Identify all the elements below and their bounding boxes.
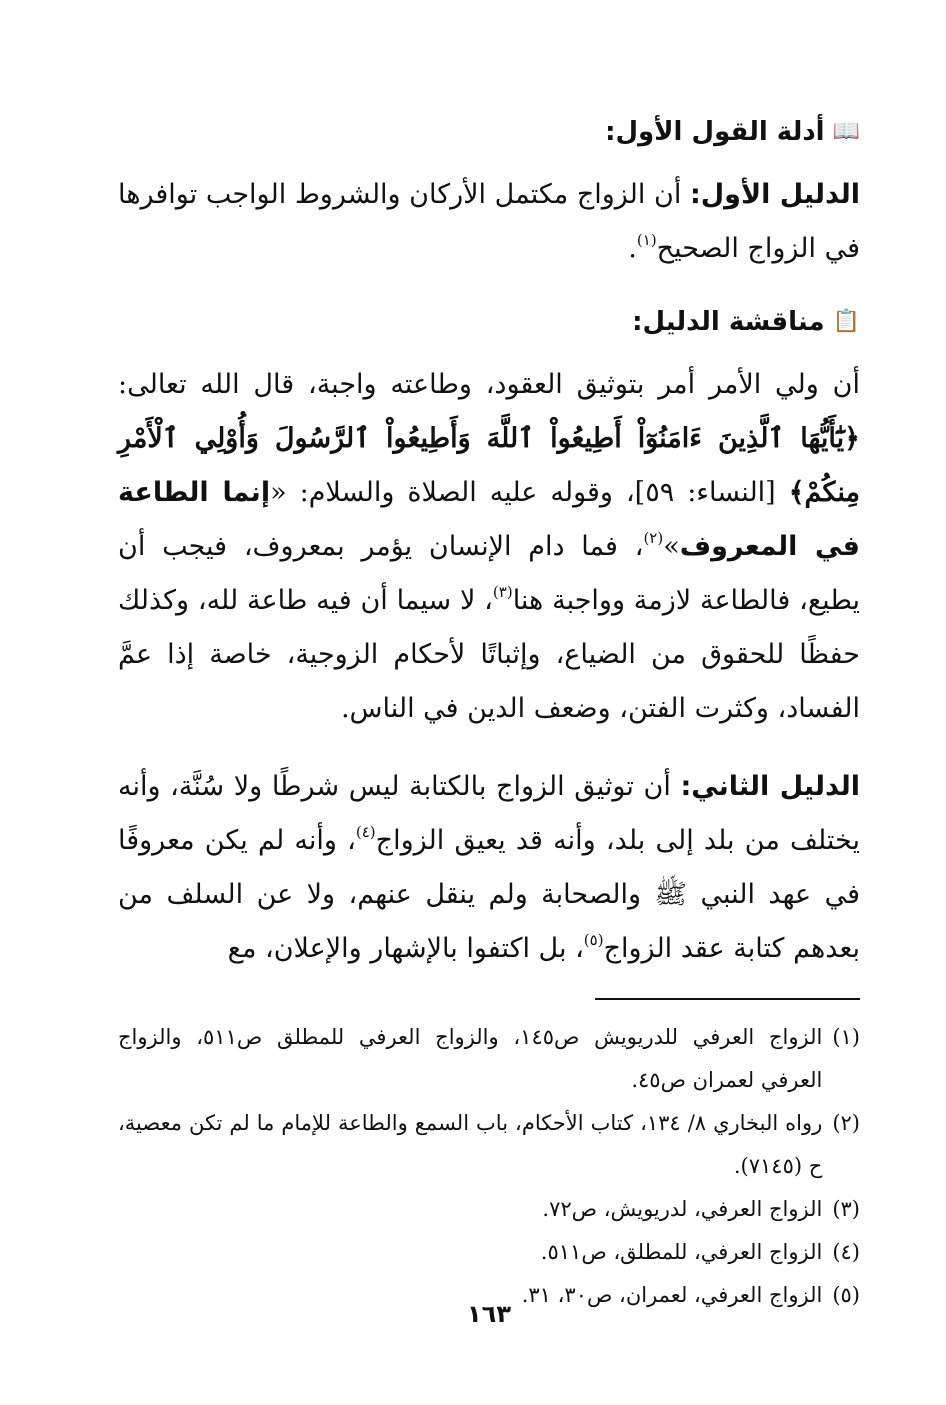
footnote-item — [118, 1016, 860, 1102]
first-evidence-paragraph — [118, 168, 860, 276]
book-icon: 📖 — [832, 119, 860, 144]
second-evidence-paragraph — [118, 760, 860, 976]
footnote-item — [118, 1102, 860, 1188]
footnote-item — [118, 1188, 860, 1231]
footnote-text: الزواج العرفي، لدريويش، ص٧٢. — [542, 1197, 823, 1221]
discussion-paragraph — [118, 358, 860, 736]
footnote-ref-4[interactable]: (٤) — [355, 823, 376, 841]
second-evidence-text-3: ، بل اكتفوا بالإشهار والإعلان، مع — [227, 933, 584, 964]
footnote-ref-3[interactable]: (٣) — [492, 583, 513, 601]
footnote-ref-1[interactable]: (١) — [636, 231, 657, 249]
footnote-number: (١) — [832, 1025, 860, 1049]
section-heading-first-opinion-evidence — [118, 110, 860, 154]
footnote-number: (٣) — [832, 1197, 860, 1221]
footnote-text: الزواج العرفي، للمطلق، ص٥١١. — [540, 1240, 823, 1264]
discussion-text-1: أن ولي الأمر أمر بتوثيق العقود، وطاعته واجبة، قال الله تعالى: — [118, 369, 860, 400]
first-evidence-label: الدليل الأول: — [689, 179, 860, 210]
quran-verse: ﴿يَٰٓأَيُّهَا ٱلَّذِينَ ءَامَنُوٓاْ أَطِيعُواْ ٱللَّهَ وَأَطِيعُواْ ٱلرَّسُولَ وَأُوْلِي ٱلْأَمْرِ مِنكُمْ﴾ — [118, 423, 861, 508]
footnotes-list — [118, 1016, 860, 1317]
second-evidence-text-2: ، وأنه لم يكن معروفًا في عهد النبي ﷺ والصحابة ولم ينقل عنهم، ولا عن السلف من بعدهم كتابة عقد الزواج — [118, 825, 860, 964]
footnote-ref-5[interactable]: (٥) — [583, 931, 604, 949]
heading-text: أدلة القول الأول: — [605, 117, 825, 147]
page-number: ١٦٣ — [467, 1300, 511, 1328]
document-icon: 📋 — [832, 309, 860, 334]
footnote-ref-2[interactable]: (٢) — [643, 529, 664, 547]
sentence-end: . — [628, 233, 637, 264]
book-page — [118, 110, 860, 1340]
hadith-text: إنما الطاعة في المعروف — [118, 477, 860, 562]
footnote-text: رواه البخاري ٨/ ١٣٤، كتاب الأحكام، باب السمع والطاعة للإمام ما لم تكن معصية، ح (٧١٤٥). — [118, 1111, 823, 1178]
footnote-number: (٢) — [832, 1111, 860, 1135]
footnote-number: (٥) — [832, 1283, 860, 1307]
discussion-text-2: [النساء: ٥٩]، وقوله عليه الصلاة والسلام: « — [270, 477, 789, 508]
footnote-item — [118, 1231, 860, 1274]
first-evidence-text: أن الزواج مكتمل الأركان والشروط الواجب توافرها في الزواج الصحيح — [118, 179, 860, 264]
footnote-number: (٤) — [832, 1240, 860, 1264]
footnote-separator — [595, 998, 860, 1000]
footnote-text: الزواج العرفي للدريويش ص١٤٥، والزواج العرفي للمطلق ص٥١١، والزواج العرفي لعمران ص٤٥. — [118, 1025, 823, 1092]
discussion-text-3: » — [663, 531, 680, 562]
discussion-text-4: ، فما دام الإنسان يؤمر بمعروف، فيجب أن يطيع، فالطاعة لازمة وواجبة هنا — [118, 531, 860, 616]
section-heading-discussion — [118, 300, 860, 344]
second-evidence-text-1: أن توثيق الزواج بالكتابة ليس شرطًا ولا سُنَّة، وأنه يختلف من بلد إلى بلد، وأنه قد يعيق الزواج — [118, 771, 860, 856]
heading-text: مناقشة الدليل: — [632, 307, 825, 337]
footnote-text: الزواج العرفي، لعمران، ص٣٠، ٣١. — [521, 1283, 823, 1307]
second-evidence-label: الدليل الثاني: — [680, 771, 861, 802]
discussion-text-5: ، لا سيما أن فيه طاعة لله، وكذلك حفظًا للحقوق من الضياع، وإثباتًا لأحكام الزوجية، خاصة إذا عمَّ الفساد، وكثرت الفتن، وضعف الدين في الناس. — [118, 585, 860, 724]
